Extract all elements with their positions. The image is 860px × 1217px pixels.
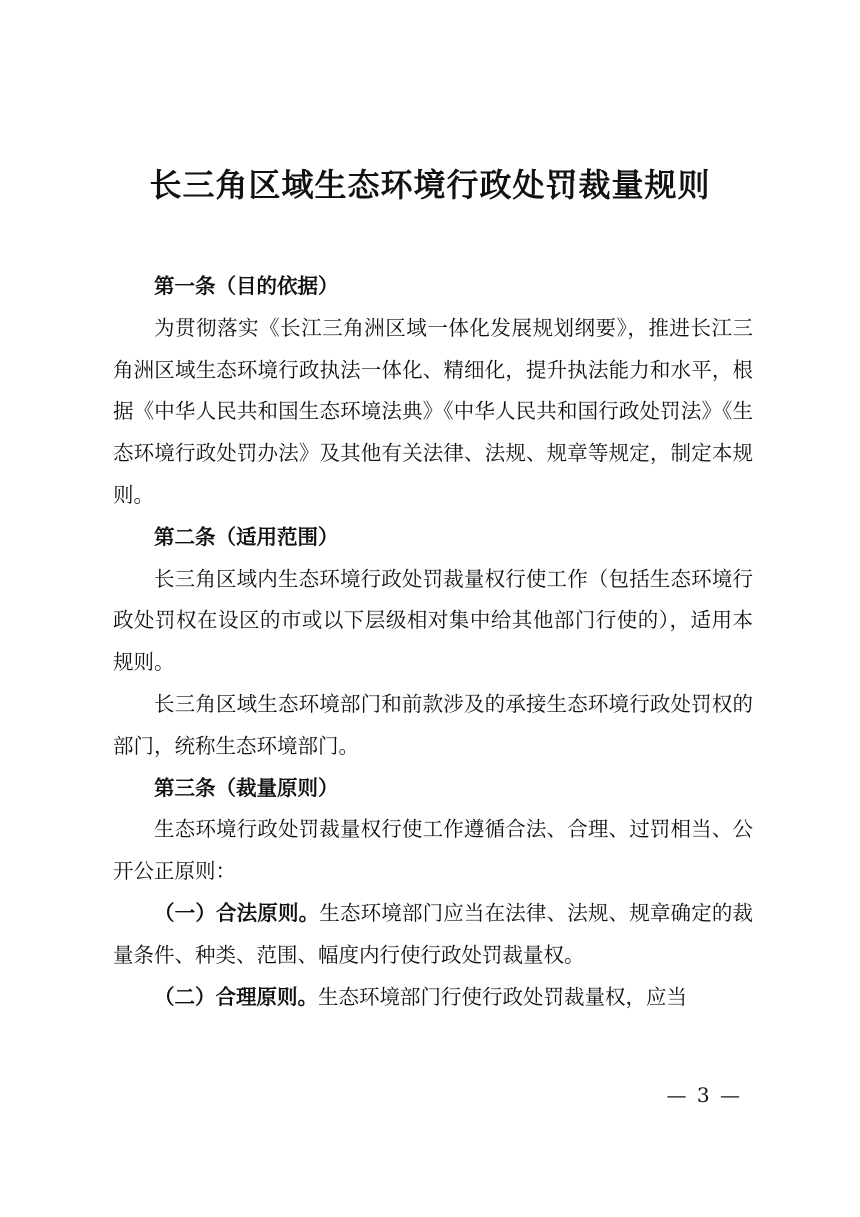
document-title: 长三角区域生态环境行政处罚裁量规则: [149, 166, 711, 204]
item-2-text: 生态环境部门行使行政处罚裁量权，应当: [318, 984, 687, 1009]
item-1-lead: （一）合法原则。: [154, 900, 320, 925]
item-2-lead: （二）合理原则。: [154, 984, 318, 1009]
item-1-text: 生态环境部门应当在法律、法规、规章确定的裁量条件、种类、范围、幅度内行使行政处罚裁量权。: [113, 900, 754, 967]
article-3-heading: 第三条（裁量原则）: [154, 775, 339, 800]
article-3-paragraph: 生态环境行政处罚裁量权行使工作遵循合法、合理、过罚相当、公开公正原则：: [113, 817, 753, 884]
document-body: [113, 266, 753, 1018]
article-1-paragraph: 为贯彻落实《长江三角洲区域一体化发展规划纲要》，推进长江三角洲区域生态环境行政执法一体化、精细化，提升执法能力和水平，根据《中华人民共和国生态环境法典》《中华人民共和国行政处罚法》《生态环境行政处罚办法》及其他有关法律、法规、规章等规定，制定本规则。: [113, 315, 753, 507]
article-2-paragraph-2: 长三角区域生态环境部门和前款涉及的承接生态环境行政处罚权的部门，统称生态环境部门。: [113, 691, 753, 758]
article-2-heading: 第二条（适用范围）: [154, 524, 339, 549]
article-2-paragraph-1: 长三角区域内生态环境行政处罚裁量权行使工作（包括生态环境行政处罚权在设区的市或以下层级相对集中给其他部门行使的），适用本规则。: [113, 566, 753, 675]
article-3-item-1: [113, 893, 753, 977]
article-1-heading: 第一条（目的依据）: [154, 274, 339, 298]
page-number: — 3 —: [666, 1083, 742, 1107]
article-3-item-2: [113, 977, 753, 1019]
